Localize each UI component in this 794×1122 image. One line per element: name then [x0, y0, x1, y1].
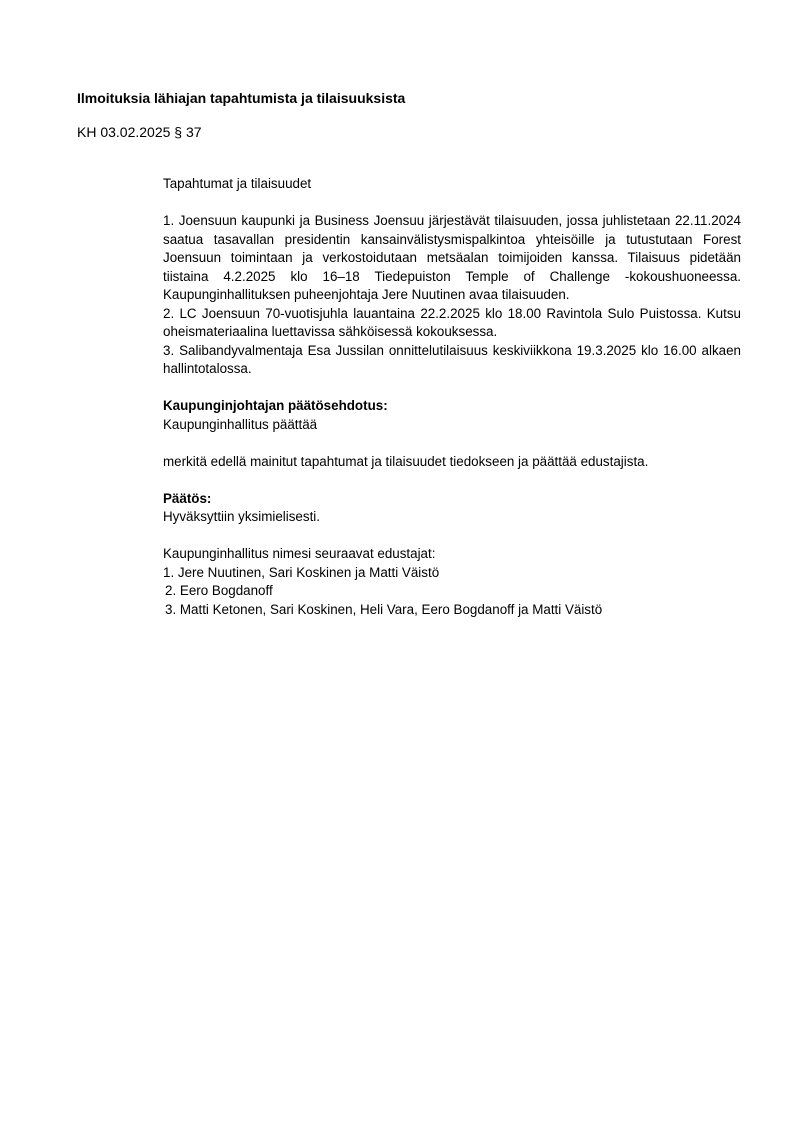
document-title: Ilmoituksia lähiajan tapahtumista ja tilaisuuksista	[77, 90, 406, 106]
decision-heading: Päätös:	[163, 490, 212, 506]
representatives-intro: Kaupunginhallitus nimesi seuraavat edustajat:	[163, 546, 436, 561]
representative-line-1: 1. Jere Nuutinen, Sari Koskinen ja Matti Väistö	[163, 564, 440, 580]
proposal-heading: Kaupunginjohtajan päätösehdotus:	[163, 398, 388, 413]
event-item-1: 1. Joensuun kaupunki ja Business Joensuu järjestävät tilaisuuden, jossa juhlistetaan 22.11.2024 saatua tasavallan presidentin kansainvälistysmispalkintoa yhteisöille ja tutustutaan Forest Joensuun toimintaan ja verkostoidutaan metsäalan toimijoiden kanssa. Tilaisuus pidetään tiistaina 4.2.2025 klo 16–18 Tiedepuiston Temple of Challenge -kokoushuoneessa. Kaupunginhallituksen puheenjohtaja Jere Nuutinen avaa tilaisuuden.	[163, 213, 741, 302]
proposal-text: merkitä edellä mainitut tapahtumat ja tilaisuudet tiedokseen ja päättää edustajista.	[163, 453, 649, 469]
decision-text: Hyväksyttiin yksimielisesti.	[163, 509, 320, 524]
representative-line-2: 2. Eero Bogdanoff	[165, 583, 273, 598]
section-heading: Tapahtumat ja tilaisuudet	[163, 176, 312, 191]
representative-line-3: 3. Matti Ketonen, Sari Koskinen, Heli Vara, Eero Bogdanoff ja Matti Väistö	[165, 601, 603, 617]
document-body	[163, 175, 741, 619]
event-item-2: 2. LC Joensuun 70-vuotisjuhla lauantaina 22.2.2025 klo 18.00 Ravintola Sulo Puistossa. Kutsu oheismateriaalina luettavissa sähköisessä kokouksessa.	[163, 305, 741, 339]
event-item-3: 3. Salibandyvalmentaja Esa Jussilan onnittelutilaisuus keskiviikkona 19.3.2025 klo 16.00 alkaen hallintotalossa.	[163, 342, 741, 376]
meeting-reference: KH 03.02.2025 § 37	[77, 124, 202, 140]
proposal-intro: Kaupunginhallitus päättää	[163, 416, 318, 432]
